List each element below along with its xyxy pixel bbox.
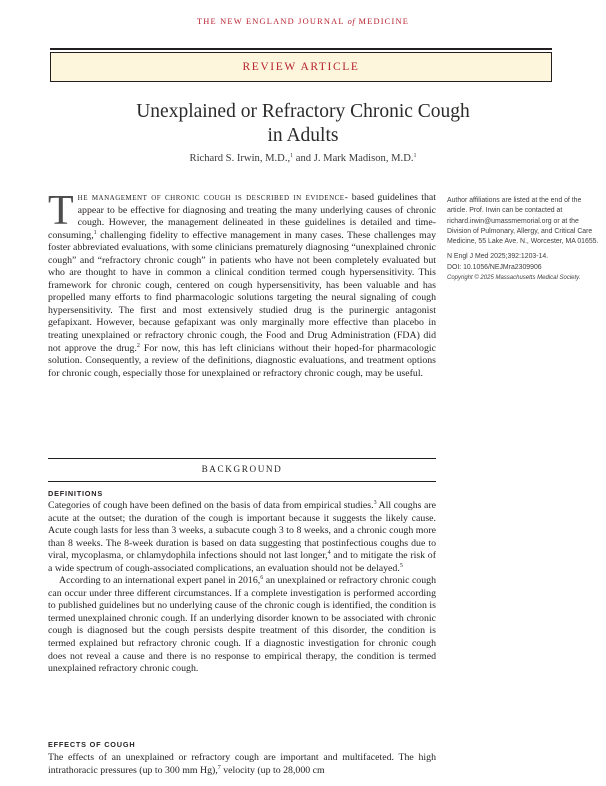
reference-4: 4: [327, 550, 331, 557]
journal-name-of: of: [347, 17, 356, 26]
article-title: [0, 100, 606, 148]
intro-small-caps: he management of chronic cough is described in evidence-: [77, 192, 349, 203]
sidebar-notes: [447, 196, 599, 283]
drop-cap: T: [48, 188, 74, 234]
effects-text: [48, 752, 436, 777]
definitions-text: [48, 500, 436, 676]
section-rule-top: [48, 458, 436, 459]
intro-paragraph: [48, 188, 436, 380]
copyright: Copyright © 2025 Massachusetts Medical Society.: [447, 275, 581, 282]
author-1-affiliation: 1: [290, 153, 294, 159]
author-line: [0, 153, 606, 164]
section-rule-bottom: [48, 481, 436, 482]
author-1: Richard S. Irwin, M.D.,: [189, 153, 291, 164]
intro-text-3: For now, this has left clinicians without their hoped-for pharmacologic solution. Consequently, a review of the definitions, diagnostic evaluations, and treatment options for chronic cough, especially those for unexplained or refractory chronic cough, may be useful.: [48, 342, 436, 379]
reference-7: 7: [217, 764, 221, 771]
subheading-definitions: DEFINITIONS: [48, 489, 104, 498]
journal-masthead: [0, 17, 606, 26]
author-affiliations-note: Author affiliations are listed at the end of the article. Prof. Irwin can be contacted at richard.irwin@umassmemorial.org or at the Division of Pulmonary, Allergy, and Critical Care Medicine, 55 Lake Ave. N., Worcester, MA 01655.: [447, 197, 599, 246]
reference-6: 6: [260, 575, 264, 582]
reference-2: 2: [136, 342, 140, 349]
reference-1: 1: [93, 229, 97, 236]
title-line-2: in Adults: [267, 125, 339, 146]
section-heading-background: BACKGROUND: [201, 464, 283, 474]
intro-text-2: challenging fidelity to effective management in many cases. These challenges may foster abbreviated evaluations, with some clinicians prematurely diagnosing “unexplained chronic cough” and “refractory chronic cough” in patients who have not been completely evaluated but who are thought to have in common a clinical condition termed cough hypersensitivity. This framework for chronic cough, centered on cough hypersensitivity, has been valuable and has propelled many efforts to find pharmacologic solutions targeting the neural signaling of cough hypersensitivity. The first and most extensively studied drug is the purinergic antagonist gefapixant. However, because gefapixant was only marginally more effective than placebo in treating unexplained or refractory chronic cough, the Food and Drug Administration (FDA) did not approve the drug.: [48, 229, 436, 354]
intro-text-1: based guidelines that appear to be effective for diagnosing and treating the many underlying causes of chronic cough. However, the management delineated in these guidelines is detailed and time-consuming,: [48, 192, 436, 241]
effects-paragraph-1: The effects of an unexplained or refractory cough are important and multifaceted. The high intrathoracic pressures (up to 300 mm Hg),$^7$ velocity (up to 28,000 cm: [48, 752, 436, 776]
definitions-paragraph-1: Categories of cough have been defined on the basis of data from empirical studies.$^3$ All coughs are acute at the outset; the duration of the cough is important because it suggests the likely cause. Acute cough lasts for less than 3 weeks, a subacute cough 3 to 8 weeks, and a chronic cough more than 8 weeks. The 8-week duration is based on data suggesting that postinfectious coughs due to viral, mycoplasma, or chlamydophila infections should not last longer,$^4$ and to mitigate the risk of a wide spectrum of cough-associated complications, an evaluation should not be delayed.$^5$: [48, 500, 436, 574]
reference-5: 5: [399, 562, 403, 569]
journal-name-prefix: THE NEW ENGLAND JOURNAL: [196, 17, 345, 26]
title-line-1: Unexplained or Refractory Chronic Cough: [136, 101, 470, 122]
author-2: and J. Mark Madison, M.D.: [293, 153, 414, 164]
definitions-paragraph-2: According to an international expert panel in 2016,$^6$ an unexplained or refractory chronic cough can occur under three different circumstances. If a complete investigation is performed according to published guidelines but no underlying cause of the chronic cough is identified, the condition is termed unexplained chronic cough. If an underlying disorder known to be associated with chronic cough is diagnosed but the cough persists despite treatment of this disorder, the condition is termed explained but refractory chronic cough. If a diagnostic investigation for chronic cough does not reveal a cause and there is no response to empirical therapy, the condition is termed unexplained refractory chronic cough.: [48, 575, 436, 675]
reference-3: 3: [373, 500, 377, 506]
citation: N Engl J Med 2025;392:1203-14.: [447, 253, 549, 261]
subheading-effects-of-cough: EFFECTS OF COUGH: [48, 740, 136, 749]
article-type-banner: [50, 52, 552, 82]
author-2-affiliation: 1: [413, 153, 417, 159]
article-type-label: REVIEW ARTICLE: [242, 61, 360, 73]
journal-name-suffix: MEDICINE: [358, 17, 410, 26]
doi: DOI: 10.1056/NEJMra2309906: [447, 263, 542, 271]
